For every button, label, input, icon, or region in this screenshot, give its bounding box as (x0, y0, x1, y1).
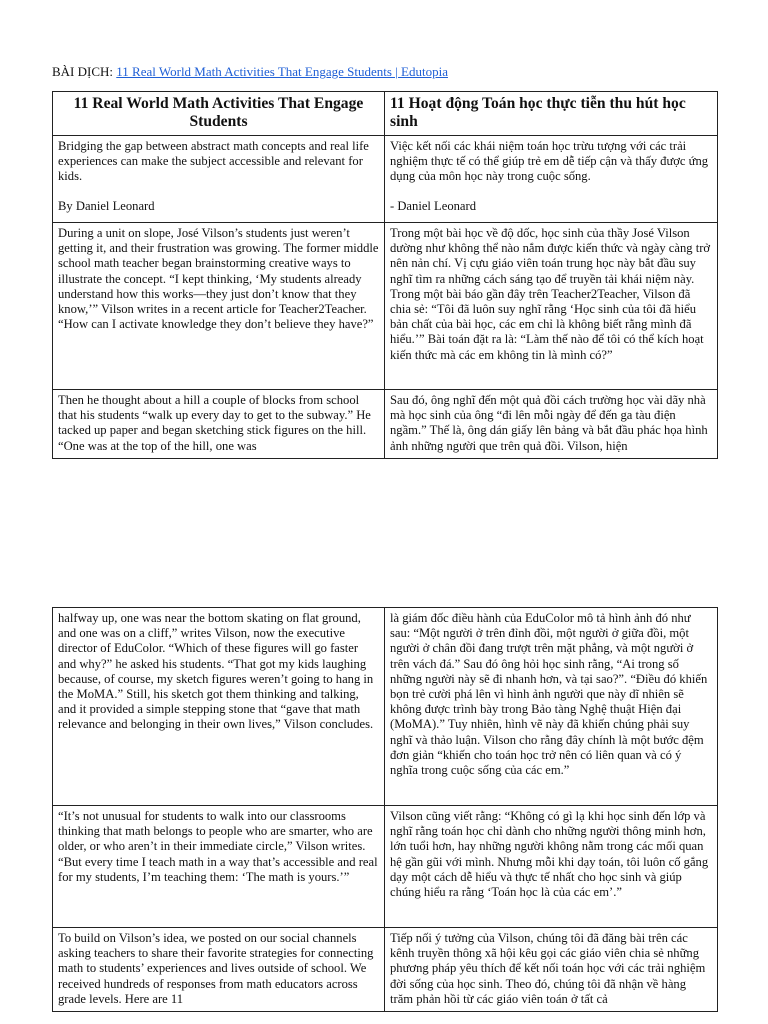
cell-vietnamese: Trong một bài học về độ dốc, học sinh của thầy José Vilson dường như không thể nào nắm được kiến thức và ngày càng trở nên nản chí. Vị cựu giáo viên toán trung học này bắt đầu suy nghĩ tìm ra những cách sáng tạo để truyền tải khái niệm này. Trong một bài báo gần đây trên Teacher2Teacher, Vilson đã chia sẻ: “Tôi đã luôn suy nghĩ rằng ‘Học sinh của tôi đã hiểu bản chất của bài học, các em chỉ là không biết rằng mình đã hiểu.’” Bài toán đặt ra là: “Làm thế nào để tôi có thể kích hoạt kiến thức mà các em không tin là mình có?” (385, 223, 718, 390)
table-row (53, 806, 718, 928)
table-row (53, 928, 718, 1012)
header-vietnamese: 11 Hoạt động Toán học thực tiễn thu hút học sinh (385, 92, 718, 136)
table-header-row (53, 92, 718, 136)
table-row (53, 223, 718, 390)
cell-english (53, 390, 385, 459)
vietnamese-paragraph: Sau đó, ông nghĩ đến một quả đồi cách trường học vài dãy nhà mà học sinh của ông “đi lên mỗi ngày để đến ga tàu điện ngầm.” Thế là, ông dán giấy lên bảng và bắt đầu phác họa hình ảnh những người que trên quả đồi. Vilson, hiện (390, 393, 708, 453)
cell-vietnamese (385, 390, 718, 459)
cell-vietnamese: là giám đốc điều hành của EduColor mô tả hình ảnh đó như sau: “Một người ở trên đỉnh đồi, một người ở giữa đồi, một người ở chân đồi đang trượt trên mặt phẳng, và một người ở trên vách đá.” Sau đó ông hỏi học sinh rằng, “Ai trong số những người này sẽ đi nhanh hơn, và tại sao?”. “Điều đó khiến bọn trẻ cười phá lên vì hình ảnh người que này dĩ nhiên sẽ không được trình bày trong Bảo tàng Nghệ thuật Hiện đại (MoMA).” Tuy nhiên, hình vẽ này đã khiến chúng phải suy nghĩ và thảo luận. Vilson cho rằng đây chính là một bước đệm đơn giản “khiến cho toán học trở nên có liên quan và có ý nghĩa trong cuộc sống của các em.” (385, 608, 718, 806)
source-line (52, 64, 448, 80)
cell-vietnamese: Vilson cũng viết rằng: “Không có gì lạ khi học sinh đến lớp và nghĩ rằng toán học chỉ dành cho những người thông minh hơn, lớn tuổi hơn, hay những người không nằm trong các mối quan hệ gần gũi với mình. Nhưng mỗi khi dạy toán, tôi luôn cố gắng dạy một cách dễ hiểu và thực tế nhất cho học sinh và giúp chúng hiểu ra rằng ‘Toán học là của các em’.” (385, 806, 718, 928)
translation-table-page-2 (52, 607, 718, 1012)
cell-vietnamese (385, 136, 718, 223)
table-row (53, 136, 718, 223)
header-english: 11 Real World Math Activities That Engage Students (53, 92, 385, 136)
vietnamese-author: - Daniel Leonard (390, 198, 477, 213)
translation-table-page-1 (52, 91, 718, 459)
cell-english: halfway up, one was near the bottom skating on flat ground, and one was on a cliff,” writes Vilson, now the executive director of EduColor. “Which of these figures will go faster and why?” he asked his students. “That got my kids laughing because, of course, my sketch figures weren’t going to hang in the MoMA.” Still, his sketch got them thinking and talking, and it provided a simple stepping stone that “gave that math relevance and belonging in their own lives,” Vilson concludes. (53, 608, 385, 806)
english-author: By Daniel Leonard (58, 198, 155, 213)
cell-english (53, 928, 385, 1012)
cell-english (53, 136, 385, 223)
english-paragraph: To build on Vilson’s idea, we posted on our social channels asking teachers to share their favorite strategies for connecting math to students’ experiences and lives outside of school. We received hundreds of responses from math educators across grade levels. Here are 11 (58, 931, 374, 1006)
cell-english: During a unit on slope, José Vilson’s students just weren’t getting it, and their frustration was growing. The former middle school math teacher began brainstorming creative ways to illustrate the concept. “I kept thinking, ‘My students already understand how this works—they just don’t know that they know,’” Vilson writes in a recent article for Teacher2Teacher. “How can I activate knowledge they don’t believe they have?” (53, 223, 385, 390)
table-row (53, 608, 718, 806)
cell-vietnamese (385, 928, 718, 1012)
source-prefix: BÀI DỊCH: (52, 64, 117, 79)
english-paragraph: Bridging the gap between abstract math concepts and real life experiences can make the subject accessible and relevant for kids. (58, 139, 369, 184)
vietnamese-paragraph: Tiếp nối ý tưởng của Vilson, chúng tôi đã đăng bài trên các kênh truyền thông xã hội kêu gọi các giáo viên chia sẻ những phương pháp yêu thích để kết nối toán học với các trải nghiệm đời sống của học sinh. Theo đó, chúng tôi đã nhận về hàng trăm phản hồi từ các giáo viên toán ở tất cả (390, 931, 706, 1006)
cell-english: “It’s not unusual for students to walk into our classrooms thinking that math belongs to people who are smarter, who are older, or who aren’t in their immediate circle,” Vilson writes. “But every time I teach math in a way that’s accessible and real for my students, I’m teaching them: ‘The math is yours.’” (53, 806, 385, 928)
table-row (53, 390, 718, 459)
vietnamese-paragraph: Việc kết nối các khái niệm toán học trừu tượng với các trải nghiệm thực tế có thể giúp trẻ em dễ tiếp cận và thấy được ứng dụng của môn học này trong cuộc sống. (390, 139, 709, 184)
source-link[interactable]: 11 Real World Math Activities That Engage Students | Edutopia (116, 64, 448, 79)
english-paragraph: Then he thought about a hill a couple of blocks from school that his students “walk up every day to get to the subway.” He tacked up paper and began sketching stick figures on the hill. “One was at the top of the hill, one was (58, 393, 371, 453)
